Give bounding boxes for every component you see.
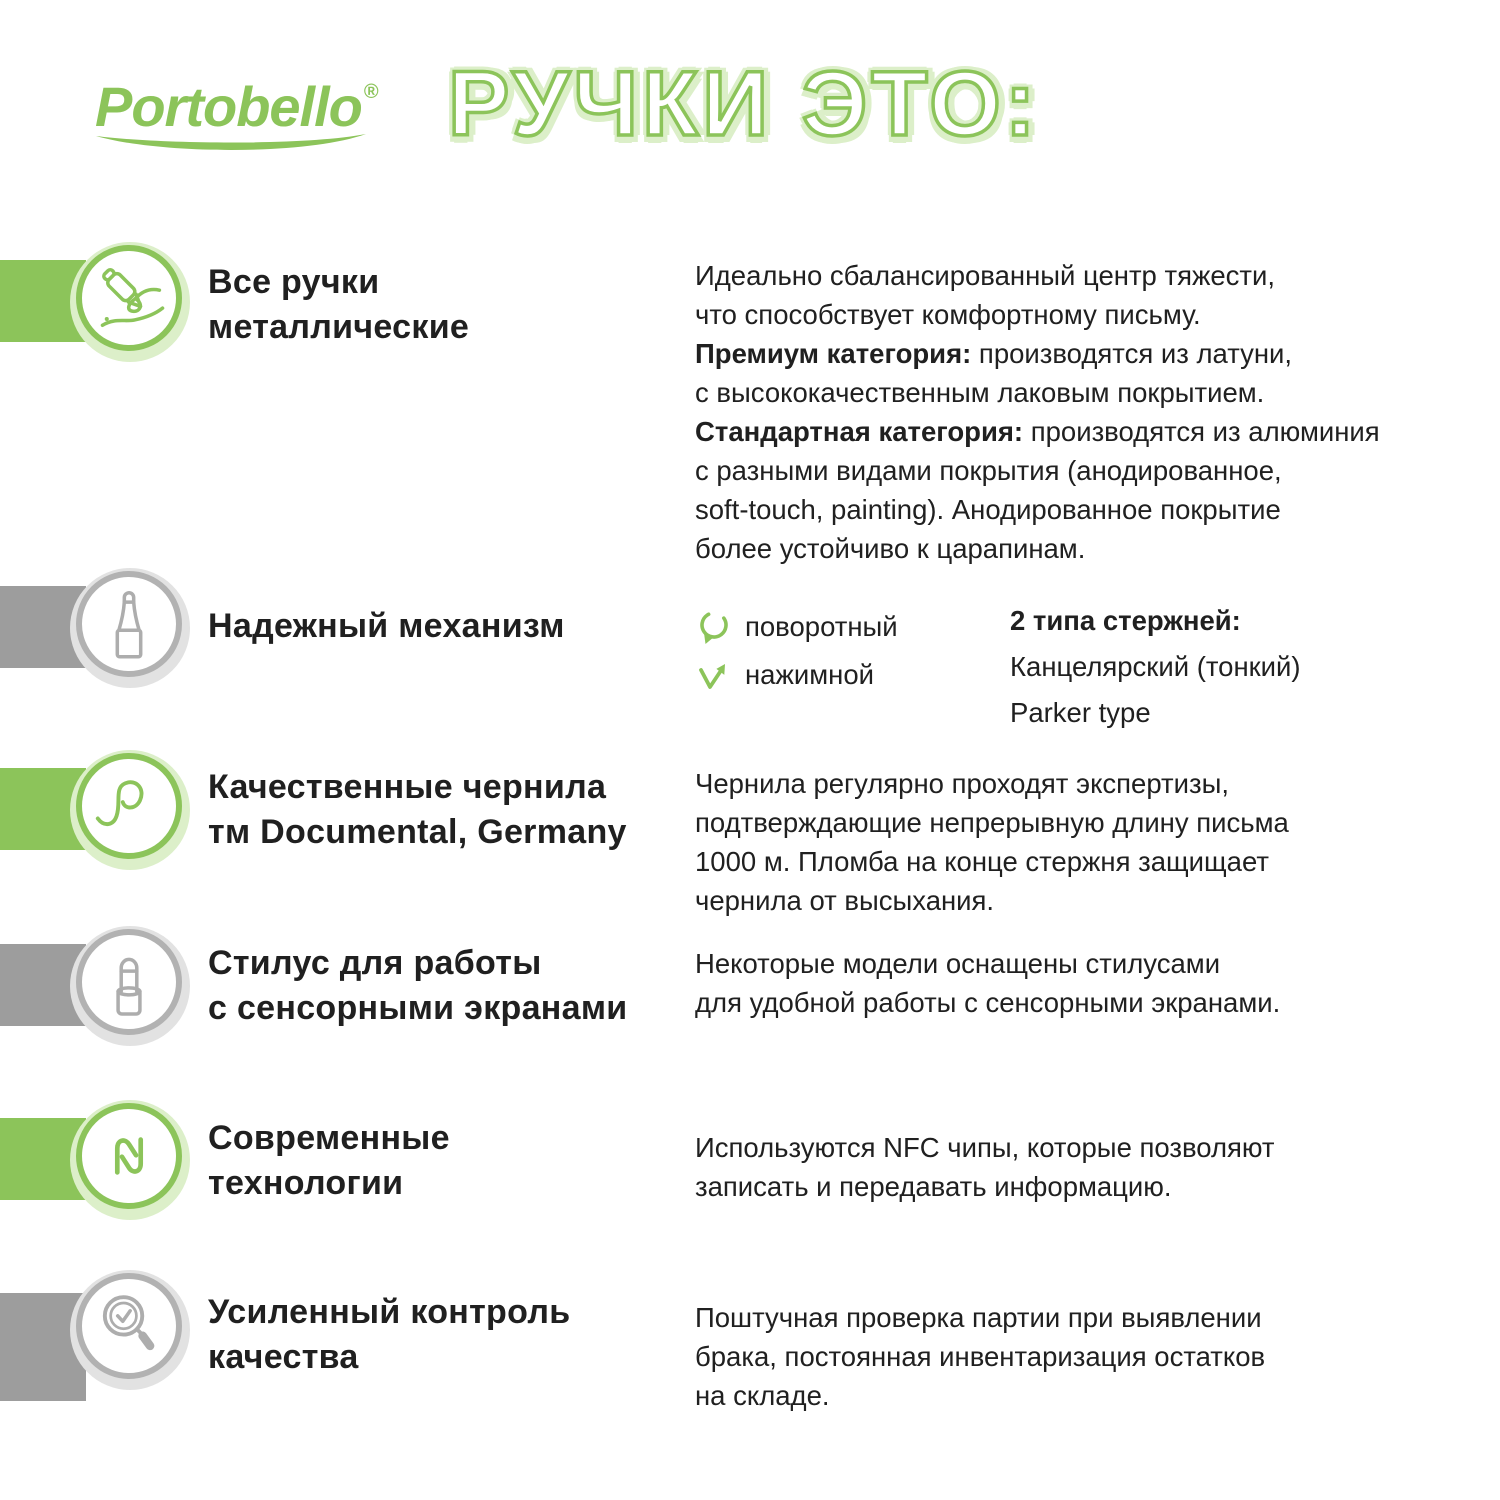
text-line: подтверждающие непрерывную длину письма [695,807,1289,838]
feature-heading: Надежный механизм [208,607,565,645]
text-line: что способствует комфортному письму. [695,299,1201,330]
feature-description [695,944,1280,1022]
text-line: для удобной работы с сенсорными экранами. [695,987,1281,1018]
stylus-icon [90,943,168,1021]
logo-text: Portobello [95,75,362,138]
feature-description [695,1298,1265,1415]
feature-heading: Усиленный контроль качества [208,1293,571,1376]
text-line: Используются NFC чипы, которые позволяют [695,1132,1275,1163]
mechanism-label: нажимной [745,659,874,690]
feature-heading: Современные технологии [208,1119,450,1202]
pen-tip-icon [90,585,168,663]
refill-types [1010,598,1301,736]
feature-heading: Качественные чернила тм Documental, Germany [208,768,627,851]
ink-swirl-icon [90,767,168,845]
magnifier-check-icon [90,1287,168,1365]
text-line: чернила от высыхания. [695,885,995,916]
feature-icon-circle [70,1100,190,1220]
feature-description [695,256,1380,568]
mechanism-label: поворотный [745,611,898,642]
feature-description [695,1128,1275,1206]
page-title: РУЧКИ ЭТО: [448,53,1040,155]
refill-type: Канцелярский (тонкий) [1010,651,1301,682]
portobello-logo [95,64,378,138]
registered-mark: ® [363,81,378,103]
feature-icon-circle [70,1270,190,1390]
push-arrow-icon [695,656,731,694]
text-line: брака, постоянная инвентаризация остатков [695,1341,1266,1372]
mechanism-item [695,656,874,694]
feature-icon-circle [70,568,190,688]
text-line: Чернила регулярно проходят экспертизы, [695,768,1230,799]
nfc-icon [90,1117,168,1195]
text-line: Стандартная категория: производятся из алюминия [695,416,1380,447]
feature-icon-circle [70,242,190,362]
pen-writing-icon [90,259,168,337]
text-line: на складе. [695,1380,830,1411]
feature-icon-circle [70,750,190,870]
feature-description [695,764,1289,920]
text-line: Поштучная проверка партии при выявлении [695,1302,1262,1333]
refill-types-title: 2 типа стержней: [1010,605,1241,636]
text-line: soft-touch, painting). Анодированное покрытие [695,494,1281,525]
refill-type: Parker type [1010,697,1151,728]
text-line: записать и передавать информацию. [695,1171,1172,1202]
text-line: Идеально сбалансированный центр тяжести, [695,260,1275,291]
text-line: с разными видами покрытия (анодированное, [695,455,1282,486]
text-line: с высококачественным лаковым покрытием. [695,377,1265,408]
feature-heading: Стилус для работы с сенсорными экранами [208,944,628,1027]
text-line: 1000 м. Пломба на конце стержня защищает [695,846,1269,877]
rotate-arrow-icon [695,608,731,646]
text-line: Некоторые модели оснащены стилусами [695,948,1221,979]
text-line: Премиум категория: производятся из латуни, [695,338,1293,369]
logo-swoosh [92,128,370,161]
feature-icon-circle [70,926,190,1046]
text-line: более устойчиво к царапинам. [695,533,1086,564]
mechanism-item [695,608,898,646]
feature-heading: Все ручки металлические [208,263,470,346]
